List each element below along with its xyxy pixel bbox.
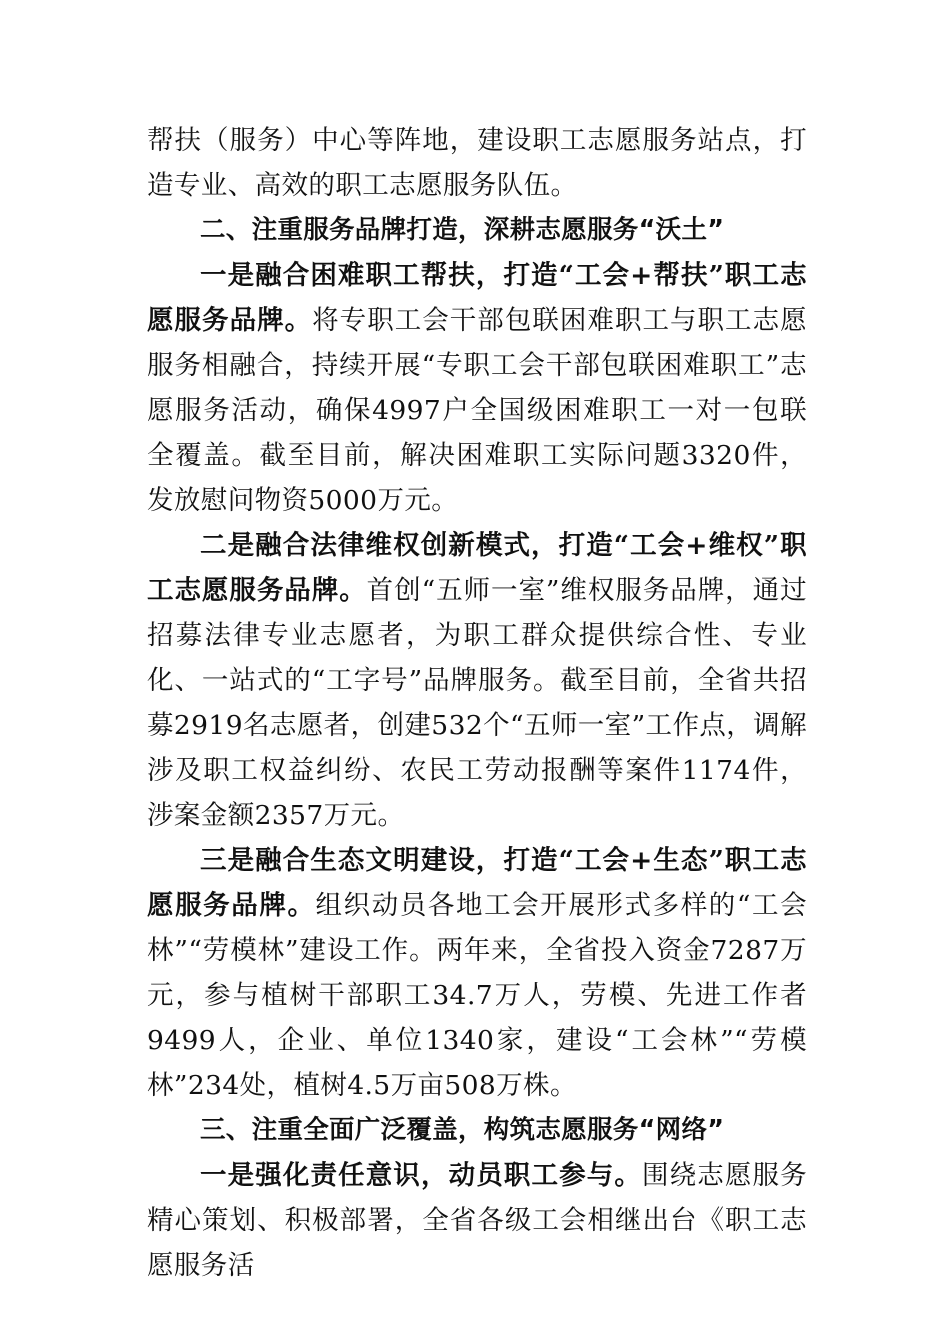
paragraph-lead: 一是融合困难职工帮扶，打造“工会+帮扶”职工志愿服务品牌。: [147, 260, 807, 336]
heading-text: 三、注重全面广泛覆盖，构筑志愿服务“网络”: [200, 1115, 725, 1145]
document-body: [147, 118, 807, 1288]
paragraph-lead: 三是融合生态文明建设，打造“工会+生态”职工志愿服务品牌。: [147, 845, 807, 921]
paragraph-text: 帮扶（服务）中心等阵地，建设职工志愿服务站点，打造专业、高效的职工志愿服务队伍。: [147, 125, 807, 201]
paragraph-lead: 一是强化责任意识，动员职工参与。: [200, 1160, 642, 1191]
section-heading-2: [147, 208, 807, 253]
paragraph-union-assistance: [147, 253, 807, 523]
section-heading-3: [147, 1108, 807, 1153]
paragraph-lead: 二是融合法律维权创新模式，打造“工会+维权”职工志愿服务品牌。: [147, 530, 807, 606]
paragraph-continuation: [147, 118, 807, 208]
paragraph-text: 首创“五师一室”维权服务品牌，通过招募法律专业志愿者，为职工群众提供综合性、专业化、一站式的“工字号”品牌服务。截至目前，全省共招募2919名志愿者，创建532个“五师一室”工作点，调解涉及职工权益纠纷、农民工劳动报酬等案件1174件，涉案金额2357万元。: [147, 575, 807, 831]
paragraph-text: 将专职工会干部包联困难职工与职工志愿服务相融合，持续开展“专职工会干部包联困难职工”志愿服务活动，确保4997户全国级困难职工一对一包联全覆盖。截至目前，解决困难职工实际问题3320件，发放慰问物资5000万元。: [147, 305, 807, 516]
paragraph-union-ecology: [147, 838, 807, 1108]
paragraph-text: 组织动员各地工会开展形式多样的“工会林”“劳模林”建设工作。两年来，全省投入资金7287万元，参与植树干部职工34.7万人，劳模、先进工作者9499人，企业、单位1340家，建设“工会林”“劳模林”234处，植树4.5万亩508万株。: [147, 890, 808, 1101]
paragraph-text: 围绕志愿服务精心策划、积极部署，全省各级工会相继出台《职工志愿服务活: [147, 1160, 808, 1281]
heading-text: 二、注重服务品牌打造，深耕志愿服务“沃土”: [200, 215, 725, 245]
paragraph-responsibility: [147, 1153, 807, 1288]
paragraph-union-legal-rights: [147, 523, 807, 838]
